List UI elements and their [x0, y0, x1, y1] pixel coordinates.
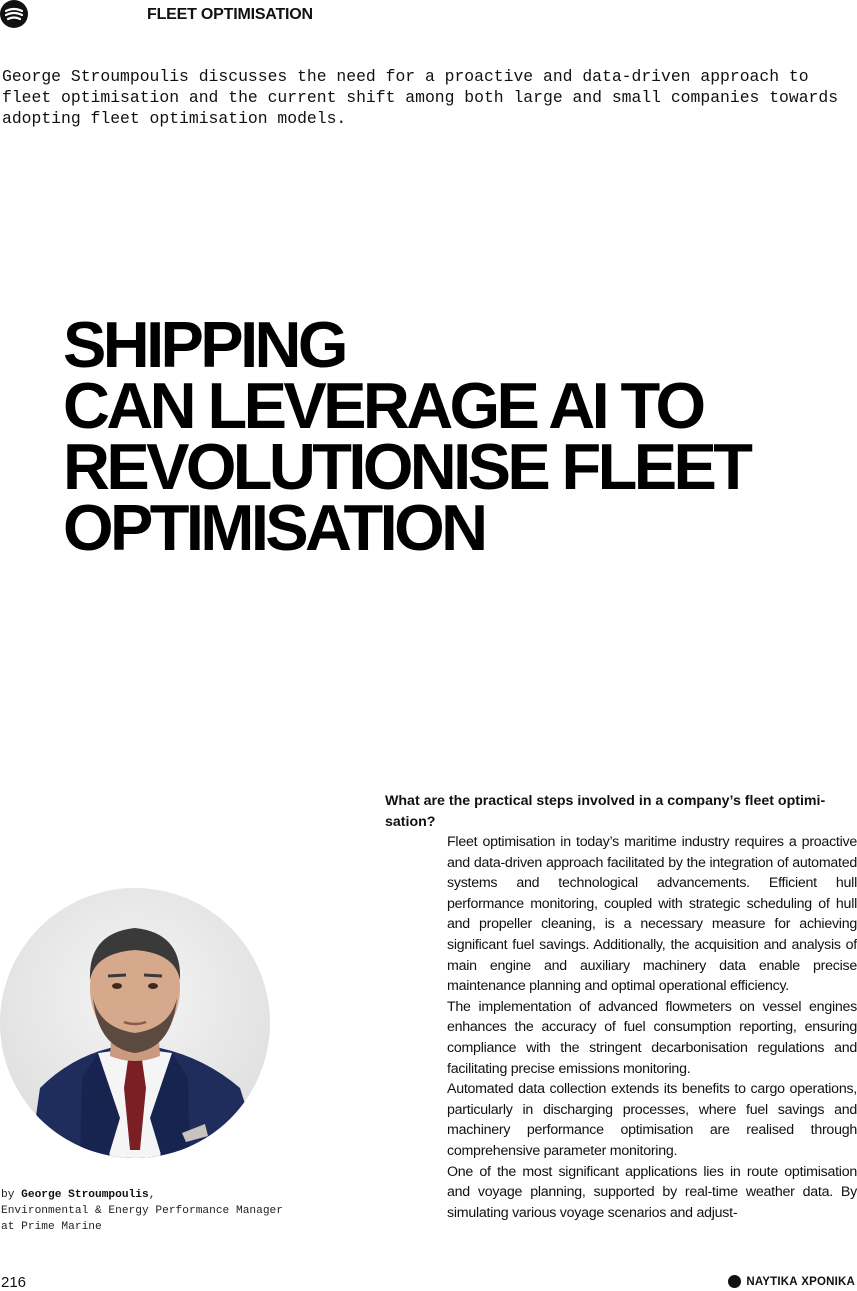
article-body: [447, 832, 857, 1223]
author-company: at Prime Marine: [1, 1221, 102, 1233]
logo-wave-mark: [0, 0, 28, 28]
byline-name-line: by George Stroumpoulis,: [1, 1189, 156, 1201]
brand-name: ΝΑΥΤΙΚΑ ΧΡΟΝΙΚΑ: [746, 1275, 855, 1288]
byline-prefix: by: [1, 1189, 22, 1201]
footer-brand: [728, 1275, 855, 1288]
brand-logo-icon: [728, 1275, 741, 1288]
article-paragraph: The implementation of advanced flowmeters on vessel engines enhances the accuracy of fuel consumption reporting, ensuring compliance with the stringent decarbonisation regulations and facilitating precise emissions monitoring.: [447, 998, 857, 1077]
article-headline: SHIPPING CAN LEVERAGE AI TO REVOLUTIONISE FLEET OPTIMISATION: [63, 308, 750, 564]
author-portrait-illustration: [0, 888, 270, 1158]
article-paragraph: Automated data collection extends its benefits to cargo operations, particularly in discharging processes, where fuel savings and machinery performance optimisation are realised through comprehensive parameter monitoring.: [447, 1081, 857, 1159]
article-paragraph: One of the most significant applications lies in route optimisation and voyage planning, supported by real-time weather data. By simulating various voyage scenarios and adjust-: [447, 1163, 857, 1221]
page-number: 216: [1, 1274, 27, 1291]
author-portrait: [0, 888, 270, 1158]
interview-question: What are the practical steps involved in a company’s fleet optimi-sation?: [385, 793, 826, 830]
author-name: George Stroumpoulis: [21, 1189, 149, 1201]
article-intro: George Stroumpoulis discusses the need for a proactive and data-driven approach to fleet optimisation and the current shift among both large and small companies towards adopting fleet optimisation models.: [2, 67, 839, 128]
section-label: FLEET OPTIMISATION: [147, 6, 313, 23]
article-paragraph: Fleet optimisation in today’s maritime industry requires a proactive and data-driven approach facilitated by the integration of automated systems and technological advancements. Efficient hull performance monitoring, coupled with strategic scheduling of hull and propeller cleaning, is a necessary measure for achieving significant fuel savings. Additionally, the acquisition and analysis of main engine and auxiliary machinery data enable precise maintenance planning and optimal operational efficiency.: [447, 834, 857, 995]
author-byline: [1, 1187, 301, 1235]
author-role: Environmental & Energy Performance Manager: [1, 1205, 283, 1217]
publication-logo-icon: [0, 0, 28, 28]
